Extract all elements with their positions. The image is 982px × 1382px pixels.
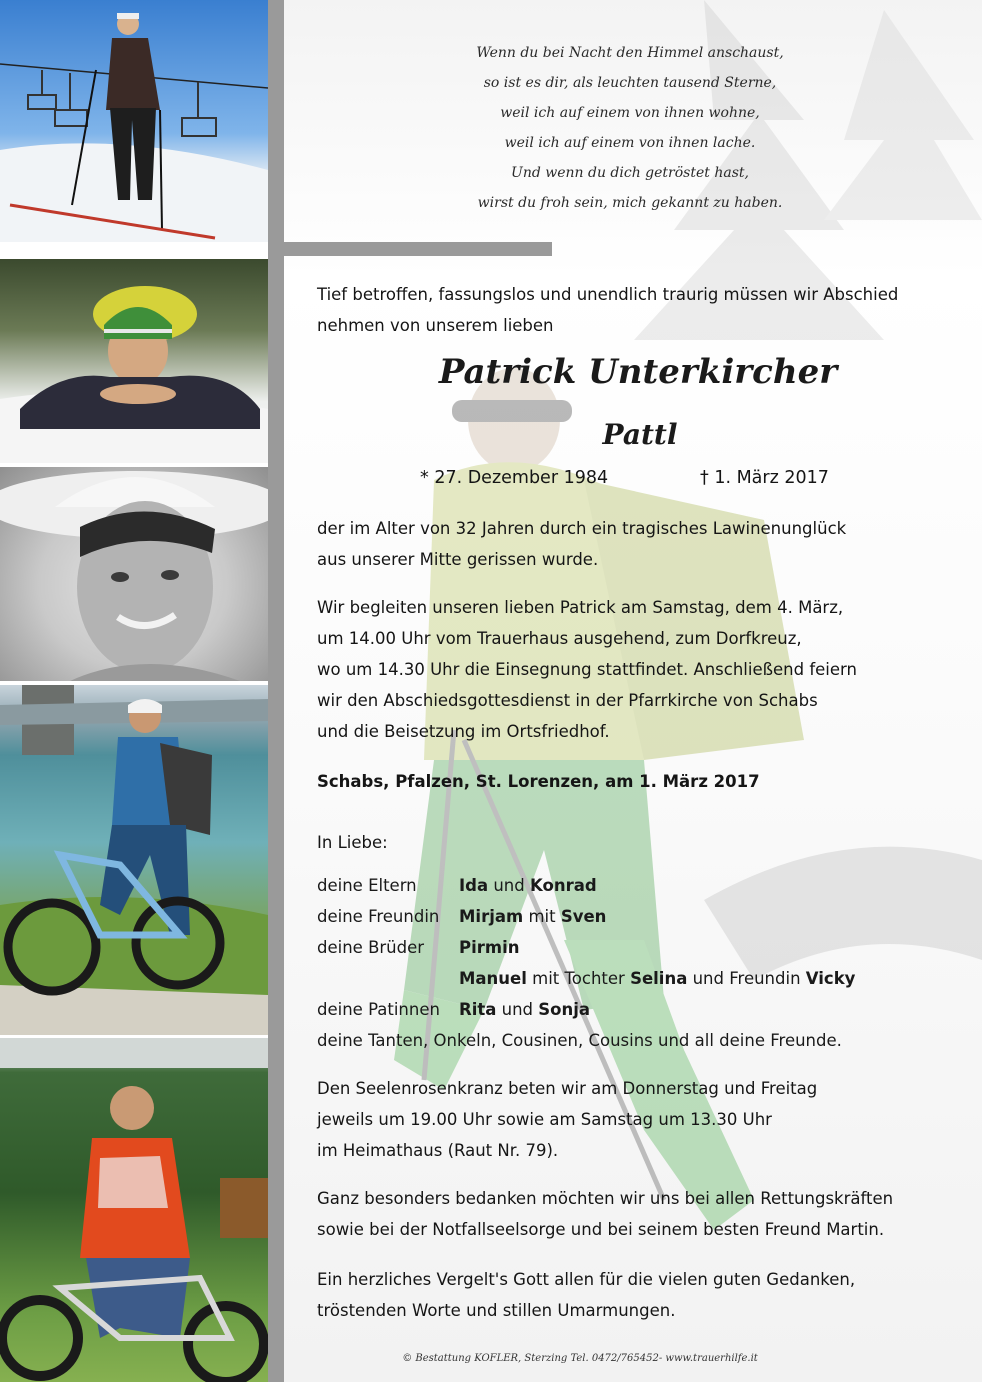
funeral-line: um 14.00 Uhr vom Trauerhaus ausgehend, zum Dorfkreuz, (317, 629, 802, 648)
age-text (317, 513, 967, 575)
family-row (317, 1025, 967, 1056)
family-row (317, 963, 967, 994)
birth-date: * 27. Dezember 1984 (420, 468, 609, 488)
relation-label: deine Freundin (317, 907, 440, 926)
relation-label-empty (317, 963, 459, 994)
funeral-line: Wir begleiten unseren lieben Patrick am Samstag, dem 4. März, (317, 598, 844, 617)
family-names: Rita und Sonja (459, 1000, 591, 1019)
death-date: † 1. März 2017 (700, 468, 829, 488)
poem-line: wirst du froh sein, mich gekannt zu haben. (477, 195, 783, 211)
age-line: aus unserer Mitte gerissen wurde. (317, 550, 599, 569)
funeral-line: und die Beisetzung im Ortsfriedhof. (317, 722, 610, 741)
funeral-home-footer: © Bestattung KOFLER, Sterzing Tel. 0472/765452- www.trauerhilfe.it (402, 1353, 758, 1364)
family-names: Mirjam mit Sven (459, 907, 607, 926)
family-extended: deine Tanten, Onkeln, Cousinen, Cousins und all deine Freunde. (317, 1031, 842, 1050)
life-dates (420, 468, 870, 488)
age-line: der im Alter von 32 Jahren durch ein tragisches Lawinenunglück (317, 519, 847, 538)
deceased-nickname: Pattl (602, 418, 678, 451)
thanks-line: tröstenden Worte und stillen Umarmungen. (317, 1301, 676, 1320)
relation-label: deine Brüder (317, 938, 425, 957)
photo-trial-rider (0, 1038, 268, 1382)
intro-line: nehmen von unserem lieben (317, 316, 554, 335)
thanks-rescuers (317, 1183, 967, 1245)
relation-label: deine Eltern (317, 876, 417, 895)
funeral-line: wo um 14.30 Uhr die Einsegnung stattfindet. Anschließend feiern (317, 660, 857, 679)
funeral-line: wir den Abschiedsgottesdienst in der Pfarrkirche von Schabs (317, 691, 818, 710)
rosary-line: jeweils um 19.00 Uhr sowie am Samstag um 13.30 Uhr (317, 1110, 772, 1129)
cross-horizontal-divider (268, 242, 552, 256)
rosary-line: Den Seelenrosenkranz beten wir am Donnerstag und Freitag (317, 1079, 818, 1098)
poem-line: weil ich auf einem von ihnen wohne, (500, 105, 760, 121)
thanks-line: Ganz besonders bedanken möchten wir uns bei allen Rettungskräften (317, 1189, 894, 1208)
family-row (317, 870, 967, 901)
poem-line: Und wenn du dich getröstet hast, (511, 165, 749, 181)
intro-text (317, 279, 967, 341)
thanks-line: sowie bei der Notfallseelsorge und bei seinem besten Freund Martin. (317, 1220, 885, 1239)
family-row (317, 932, 967, 963)
cross-vertical-divider (268, 0, 284, 1382)
thanks-all (317, 1264, 967, 1326)
memorial-poem (300, 38, 960, 218)
rosary-line: im Heimathaus (Raut Nr. 79). (317, 1141, 559, 1160)
relation-label: deine Patinnen (317, 1000, 440, 1019)
poem-line: so ist es dir, als leuchten tausend Sterne, (483, 75, 777, 91)
photo-skier-lift (0, 0, 268, 242)
intro-line: Tief betroffen, fassungslos und unendlich traurig müssen wir Abschied (317, 285, 899, 304)
poem-line: weil ich auf einem von ihnen lache. (504, 135, 756, 151)
poem-line: Wenn du bei Nacht den Himmel anschaust, (476, 45, 784, 61)
photo-green-hat (0, 259, 268, 463)
family-row (317, 901, 967, 932)
family-names: Pirmin (459, 938, 520, 957)
rosary-text (317, 1073, 967, 1166)
family-names: Ida und Konrad (459, 876, 597, 895)
in-liebe-heading: In Liebe: (317, 833, 388, 852)
photo-portrait-hat (0, 467, 268, 681)
thanks-line: Ein herzliches Vergelt's Gott allen für die vielen guten Gedanken, (317, 1270, 856, 1289)
family-list (317, 870, 967, 1056)
family-names: Manuel mit Tochter Selina und Freundin Vicky (459, 969, 856, 988)
photo-mountain-biker (0, 685, 268, 1035)
family-row (317, 994, 967, 1025)
place-date: Schabs, Pfalzen, St. Lorenzen, am 1. März 2017 (317, 772, 760, 791)
funeral-text (317, 592, 967, 747)
deceased-name: Patrick Unterkircher (438, 352, 838, 392)
